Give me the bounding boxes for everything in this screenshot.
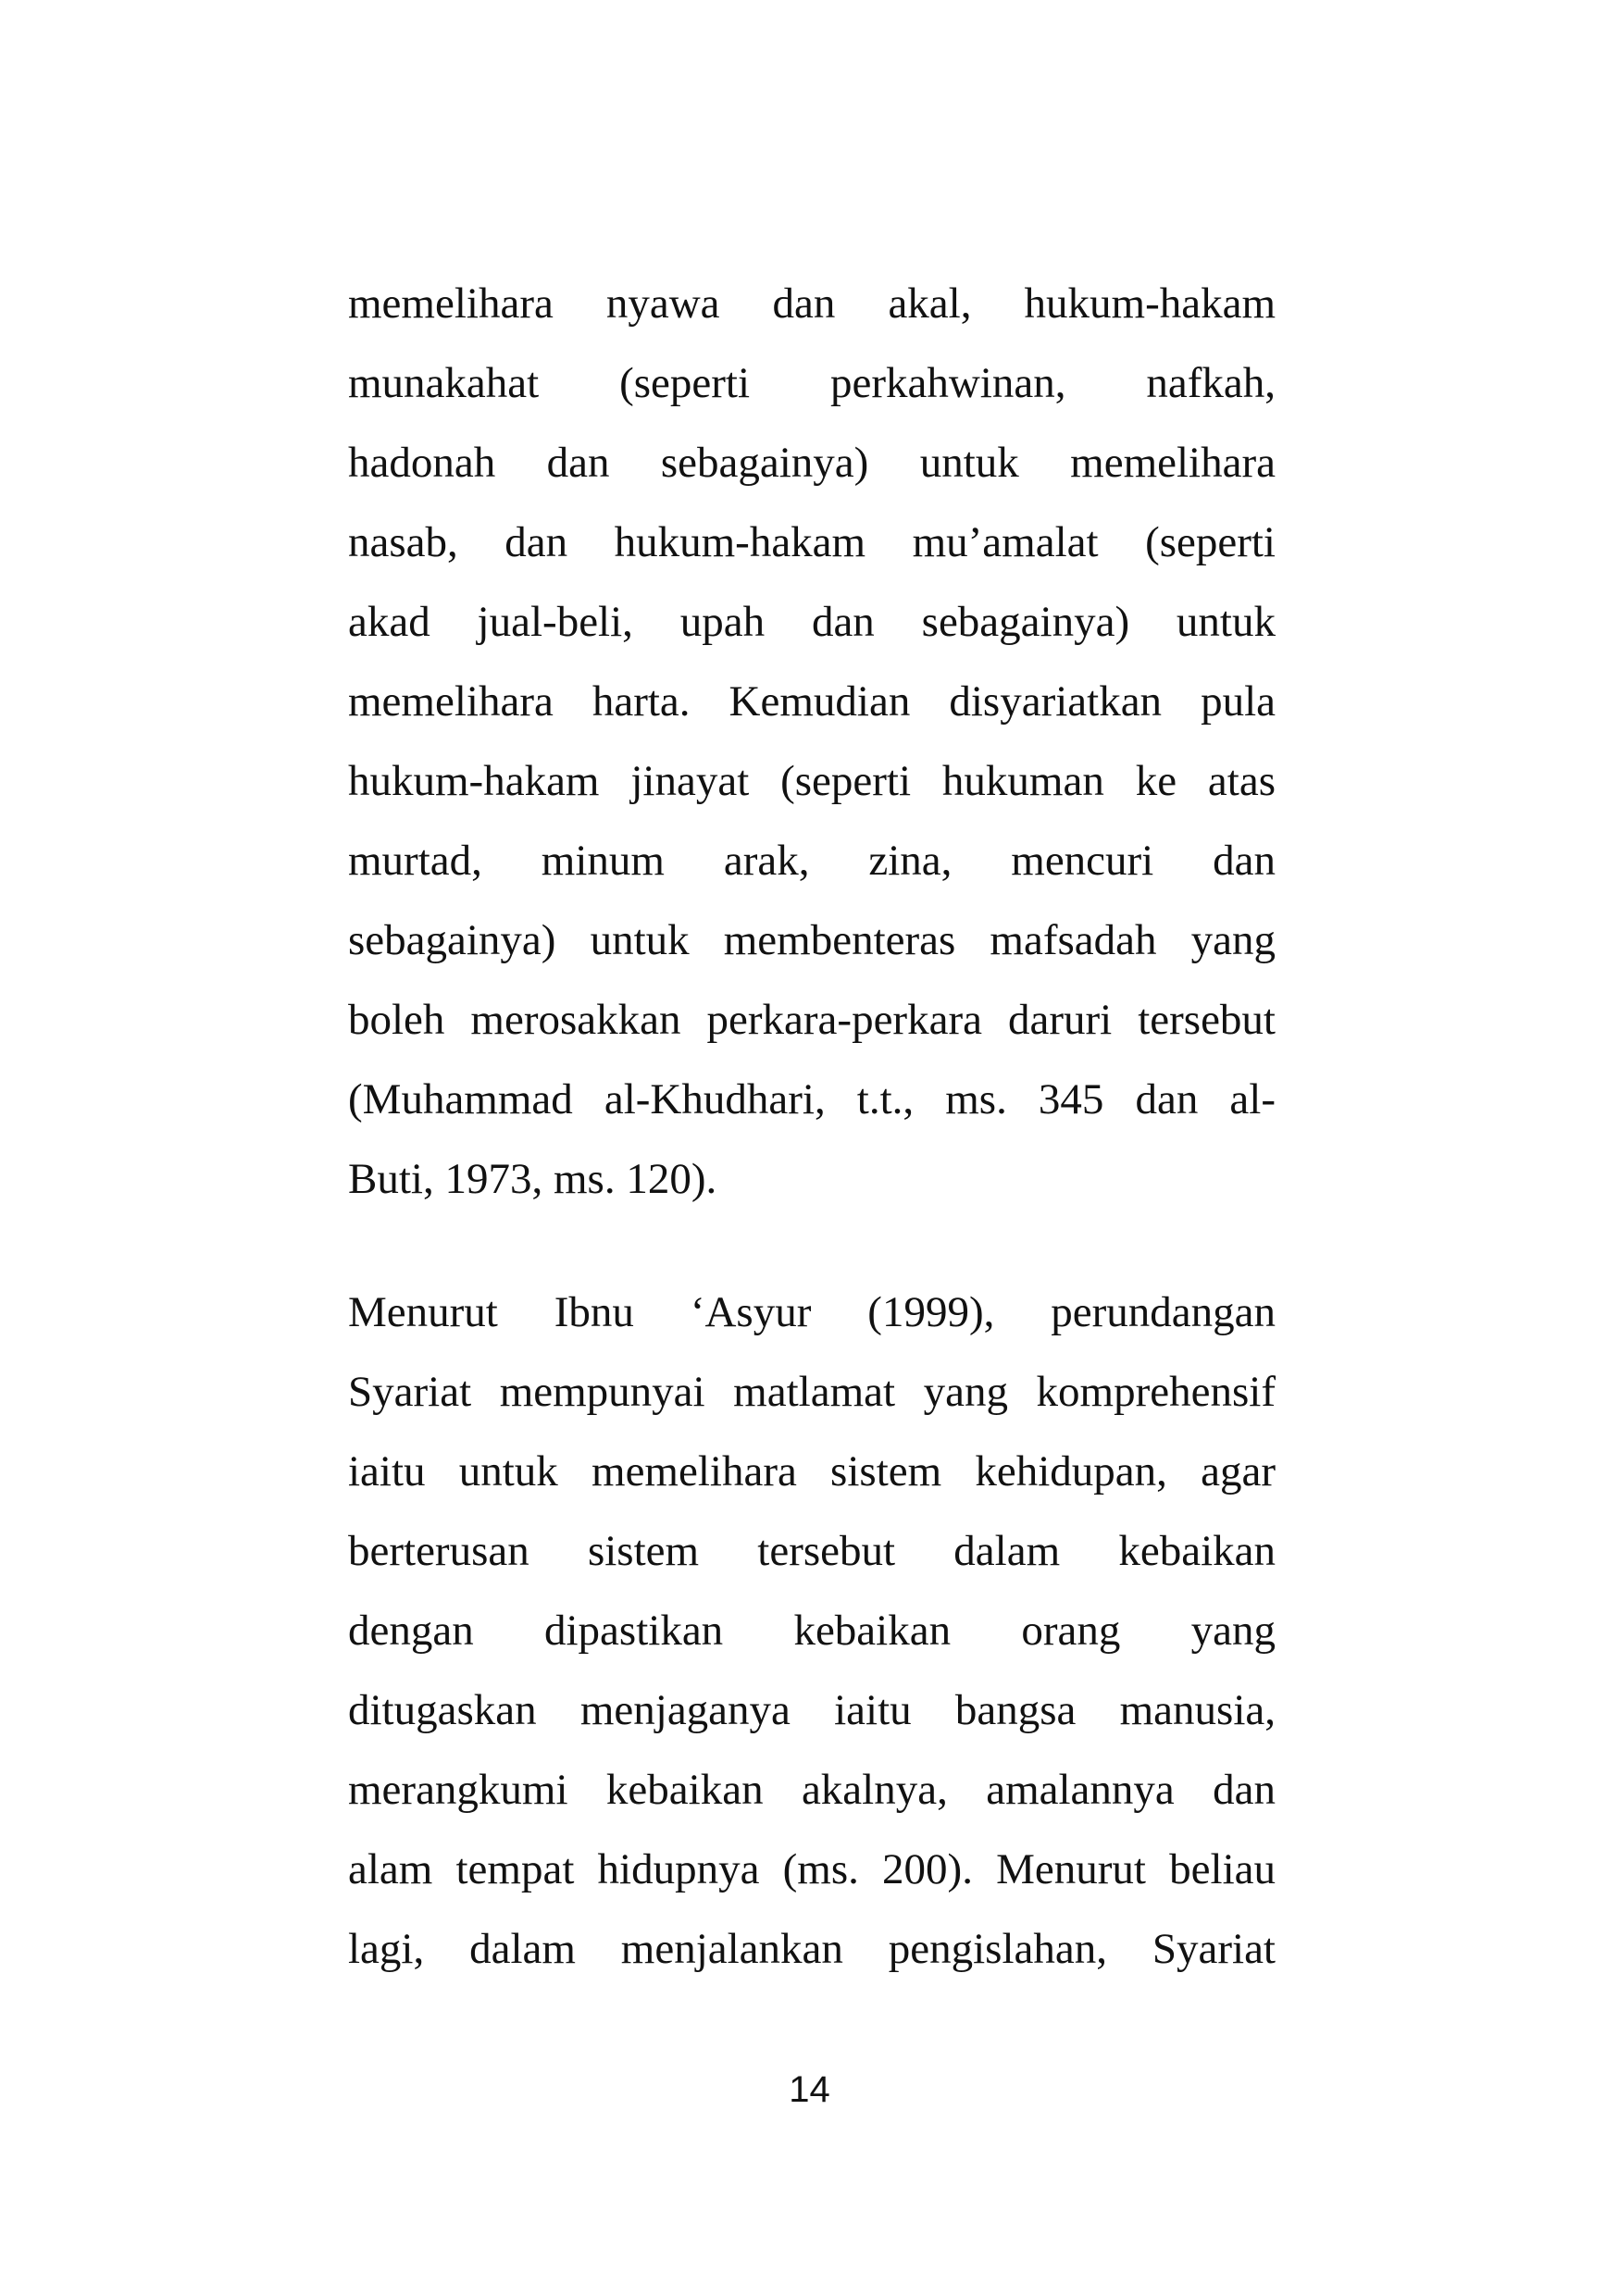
text-line: nasab, dan hukum-hakam mu’amalat (seperti <box>348 518 1276 566</box>
text-line: memelihara harta. Kemudian disyariatkan pula <box>348 677 1276 726</box>
text-line: lagi, dalam menjalankan pengislahan, Syariat <box>348 1925 1276 1973</box>
text-line: dengan dipastikan kebaikan orang yang <box>348 1607 1276 1655</box>
text-line: iaitu untuk memelihara sistem kehidupan, agar <box>348 1447 1276 1496</box>
text-line: (Muhammad al-Khudhari, t.t., ms. 345 dan al- <box>348 1075 1276 1123</box>
text-line: murtad, minum arak, zina, mencuri dan <box>348 837 1276 885</box>
text-line: alam tempat hidupnya (ms. 200). Menurut beliau <box>348 1845 1276 1893</box>
text-line: hadonah dan sebagainya) untuk memelihara <box>348 439 1276 487</box>
text-line: munakahat (seperti perkahwinan, nafkah, <box>348 359 1276 407</box>
text-line: Menurut Ibnu ‘Asyur (1999), perundangan <box>348 1288 1276 1336</box>
text-line: hukum-hakam jinayat (seperti hukuman ke atas <box>348 757 1276 805</box>
text-line: Buti, 1973, ms. 120). <box>348 1155 717 1203</box>
page-number: 14 <box>789 2069 830 2110</box>
text-line: akad jual-beli, upah dan sebagainya) untuk <box>348 598 1276 646</box>
text-line: sebagainya) untuk membenteras mafsadah yang <box>348 916 1276 964</box>
text-line: ditugaskan menjaganya iaitu bangsa manusia, <box>348 1686 1276 1734</box>
text-line: berterusan sistem tersebut dalam kebaikan <box>348 1527 1276 1575</box>
text-line: Syariat mempunyai matlamat yang komprehensif <box>348 1368 1276 1416</box>
text-line: memelihara nyawa dan akal, hukum-hakam <box>348 279 1276 328</box>
text-line: boleh merosakkan perkara-perkara daruri tersebut <box>348 996 1276 1044</box>
text-line: merangkumi kebaikan akalnya, amalannya dan <box>348 1766 1276 1814</box>
